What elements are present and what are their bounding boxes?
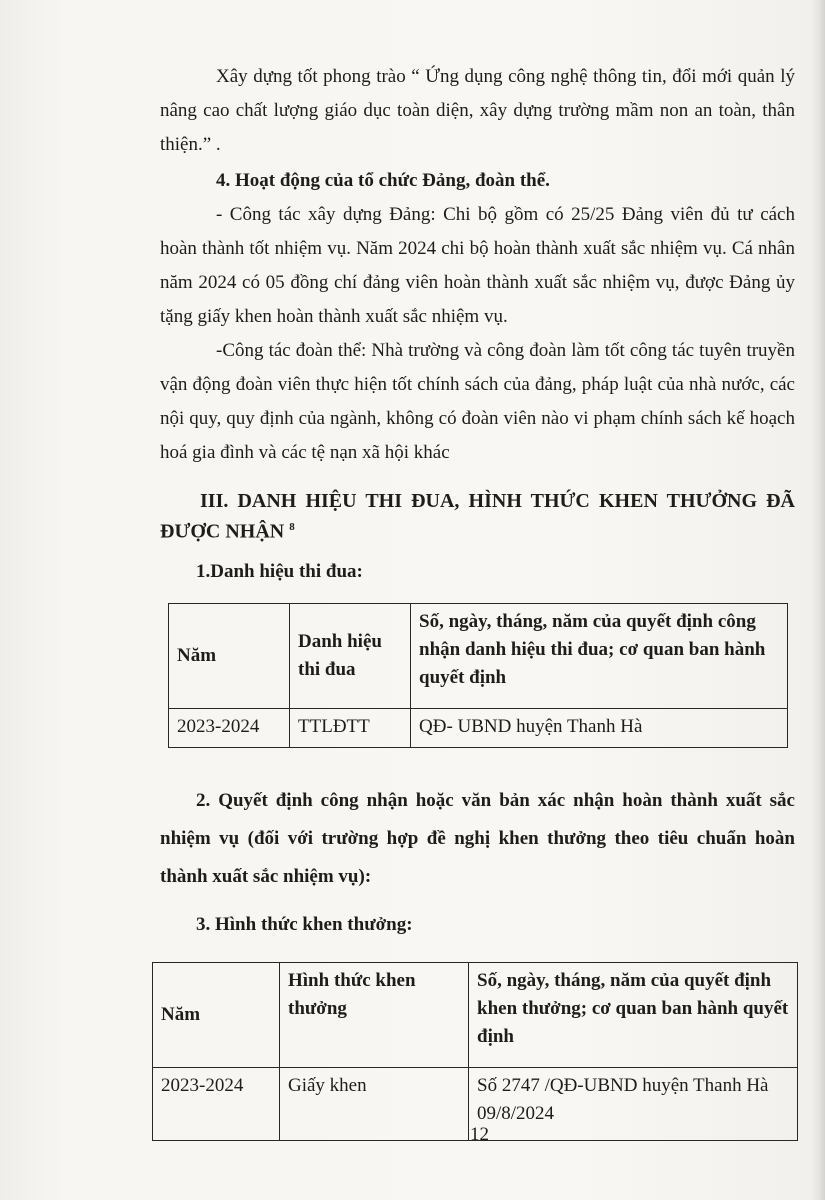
table-header-row — [153, 962, 798, 1067]
page-content — [160, 60, 795, 1141]
cell-title: TTLĐTT — [290, 708, 411, 747]
cell-year: 2023-2024 — [169, 708, 290, 747]
header-year: Năm — [169, 603, 290, 708]
cell-decision: QĐ- UBND huyện Thanh Hà — [411, 708, 788, 747]
emulation-title-table — [168, 603, 788, 748]
cell-decision: Số 2747 /QĐ-UBND huyện Thanh Hà 09/8/2024 — [469, 1067, 798, 1140]
party-work-paragraph: - Công tác xây dựng Đảng: Chi bộ gồm có 25/25 Đảng viên đủ tư cách hoàn thành tốt nhiệm vụ. Năm 2024 chi bộ hoàn thành xuất sắc nhiệm vụ. Cá nhân năm 2024 có 05 đồng chí đảng viên hoàn thành xuất sắc nhiệm vụ, được Đảng ủy tặng giấy khen hoàn thành xuất sắc nhiệm vụ. — [160, 204, 795, 327]
header-decision: Số, ngày, tháng, năm của quyết định công nhận danh hiệu thi đua; cơ quan ban hành quyết định — [411, 603, 788, 708]
header-year: Năm — [153, 962, 280, 1067]
table-row — [169, 708, 788, 747]
emulation-title-heading: 1.Danh hiệu thi đua: — [196, 560, 363, 582]
table-header-row — [169, 603, 788, 708]
reward-form-table — [152, 962, 798, 1141]
cell-year: 2023-2024 — [153, 1067, 280, 1140]
union-work-paragraph: -Công tác đoàn thể: Nhà trường và công đoàn làm tốt công tác tuyên truyền vận động đoàn viên thực hiện tốt chính sách của đảng, pháp luật của nhà nước, các nội quy, quy định của ngành, không có đoàn viên nào vi phạm chính sách kế hoạch hoá gia đình và các tệ nạn xã hội khác — [160, 340, 795, 463]
footnote-mark: 8 — [289, 521, 295, 533]
reward-form-heading: 3. Hình thức khen thưởng: — [196, 913, 413, 935]
intro-paragraph: Xây dựng tốt phong trào “ Ứng dụng công nghệ thông tin, đổi mới quản lý nâng cao chất lượng giáo dục toàn diện, xây dựng trường mầm non an toàn, thân thiện.” . — [160, 66, 795, 155]
header-decision: Số, ngày, tháng, năm của quyết định khen thưởng; cơ quan ban hành quyết định — [469, 962, 798, 1067]
cell-reward-form: Giấy khen — [280, 1067, 469, 1140]
section-4-heading: 4. Hoạt động của tổ chức Đảng, đoàn thể. — [216, 170, 550, 191]
decision-recognition-paragraph: 2. Quyết định công nhận hoặc văn bản xác nhận hoàn thành xuất sắc nhiệm vụ (đối với trường hợp đề nghị khen thưởng theo tiêu chuẩn hoàn thành xuất sắc nhiệm vụ): — [160, 789, 795, 887]
section-3-title-text: III. DANH HIỆU THI ĐUA, HÌNH THỨC KHEN THƯỞNG ĐÃ ĐƯỢC NHẬN — [160, 490, 795, 543]
header-title: Danh hiệu thi đua — [290, 603, 411, 708]
page-number: 12 — [470, 1124, 489, 1145]
header-reward-form: Hình thức khen thưởng — [280, 962, 469, 1067]
section-3-title — [160, 488, 795, 545]
